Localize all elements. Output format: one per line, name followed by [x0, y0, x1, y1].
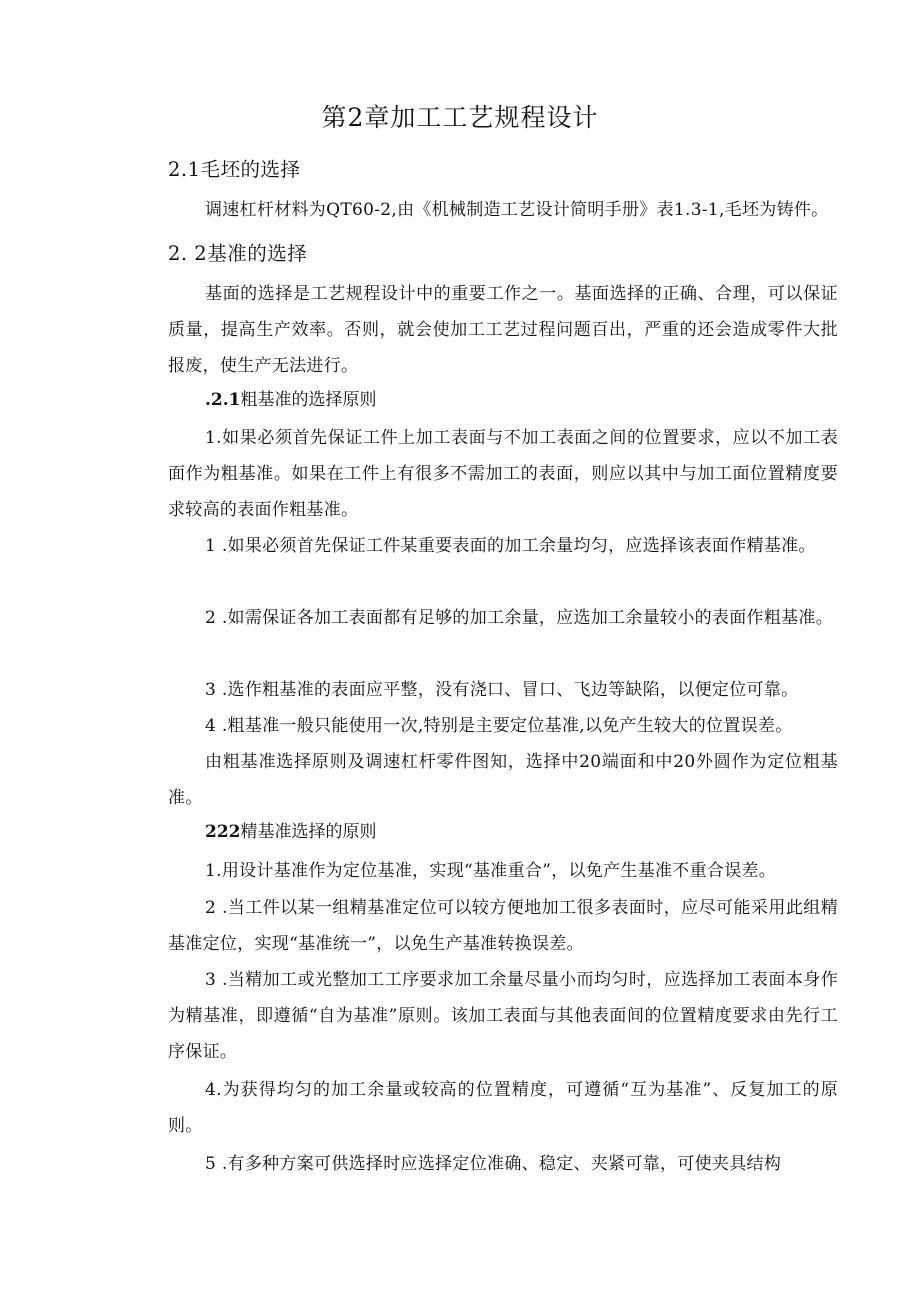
rough-rule-2: 1 .如果必须首先保证工件某重要表面的加工余量均匀，应选择该表面作精基准。: [205, 536, 816, 556]
chapter-title: 第2章加工工艺规程设计: [321, 103, 599, 132]
section-heading-2-1: 2.1毛坯的选择: [168, 158, 301, 181]
section-heading-2-2: 2. 2基准的选择: [168, 242, 308, 265]
fine-rule-2: 2 .当工件以某一组精基准定位可以较方便地加工很多表面时，应尽可能采用此组精基准定位，实现“基准统一”，以免生产基准转换误差。: [168, 898, 838, 954]
rough-rule-1: 1.如果必须首先保证工件上加工表面与不加工表面之间的位置要求，应以不加工表面作为粗基准。如果在工件上有很多不需加工的表面，则应以其中与加工面位置精度要求较高的表面作粗基准。: [168, 428, 838, 520]
fine-rule-3: 3 .当精加工或光整加工工序要求加工余量尽量小而均匀时，应选择加工表面本身作为精基准，即遵循“自为基准”原则。该加工表面与其他表面间的位置精度要求由先行工序保证。: [168, 970, 838, 1062]
subsection-number: .2.1: [205, 390, 241, 410]
fine-rule-4: 4.为获得均匀的加工余量或较高的位置精度，可遵循“互为基准”、反复加工的原则。: [168, 1080, 838, 1136]
rough-rule-4: 3 .选作粗基准的表面应平整，没有浇口、冒口、飞边等缺陷，以便定位可靠。: [205, 680, 799, 700]
fine-rule-1: 1.用设计基准作为定位基准，实现“基准重合”，以免产生基准不重合误差。: [205, 861, 777, 881]
subsection-title: 精基准选择的原则: [240, 822, 377, 842]
subsection-number: 222: [205, 822, 241, 842]
subsection-heading-fine-datum: [205, 819, 377, 845]
fine-rule-5: 5 .有多种方案可供选择时应选择定位准确、稳定、夹紧可靠，可使夹具结构: [205, 1154, 782, 1174]
paragraph-blank-material: 调速杠杆材料为QT60-2,由《机械制造工艺设计简明手册》表1.3-1,毛坯为铸件。: [205, 200, 829, 220]
rough-rule-3: 2 .如需保证各加工表面都有足够的加工余量，应选加工余量较小的表面作粗基准。: [205, 608, 834, 628]
subsection-heading-rough-datum: [205, 387, 377, 413]
rough-rule-5: 4 .粗基准一般只能使用一次,特别是主要定位基准,以免产生较大的位置误差。: [205, 716, 793, 736]
subsection-title: 粗基准的选择原则: [240, 390, 377, 410]
paragraph-datum-intro: 基面的选择是工艺规程设计中的重要工作之一。基面选择的正确、合理，可以保证质量，提高生产效率。否则，就会使加工工艺过程问题百出，严重的还会造成零件大批报废，使生产无法进行。: [168, 284, 838, 376]
rough-datum-conclusion: 由粗基准选择原则及调速杠杆零件图知，选择中20端面和中20外圆作为定位粗基准。: [168, 752, 838, 808]
